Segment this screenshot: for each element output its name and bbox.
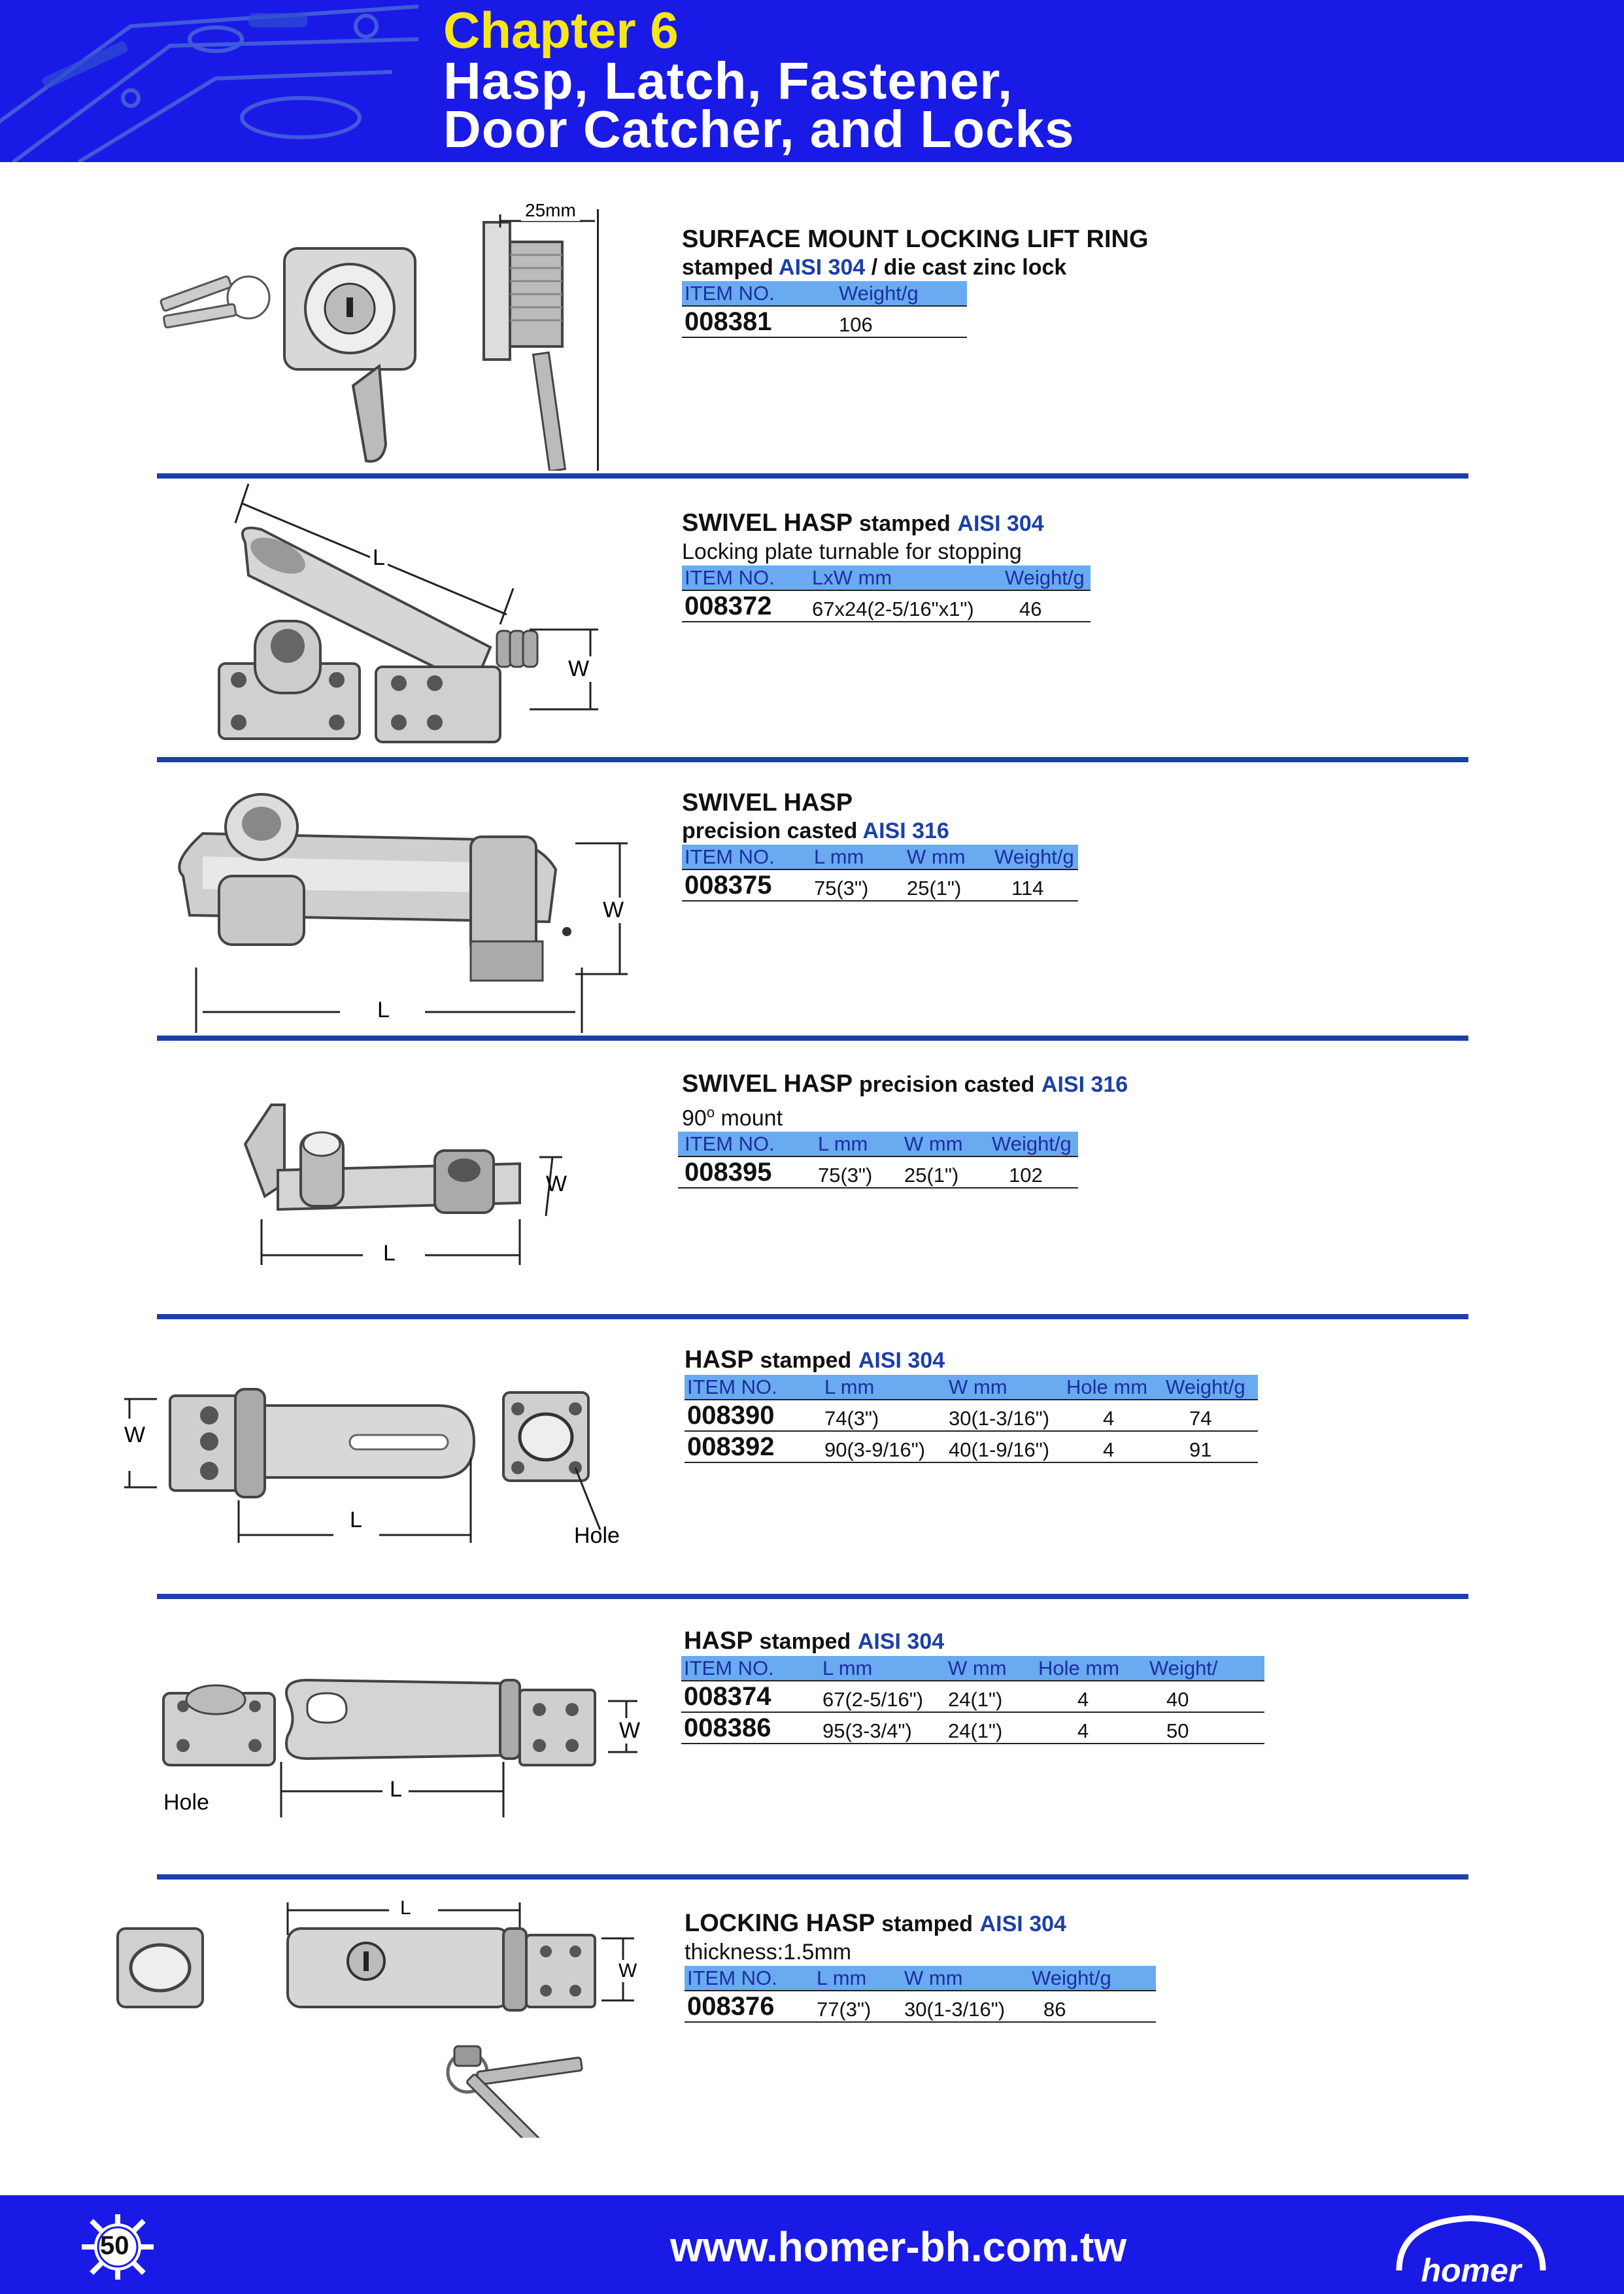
dimension-line (597, 209, 599, 471)
product-title: HASP stamped AISI 304 (684, 1627, 945, 1655)
dimension-label-l: L (400, 1897, 411, 1919)
spec-table (682, 281, 967, 338)
dimension-label-l: L (390, 1777, 402, 1802)
product-008376 (685, 1909, 1156, 2023)
swivel-hasp-90-mount-image (232, 1092, 572, 1268)
table-row: 008395 75(3") 25(1") 102 (678, 1156, 1078, 1188)
product-008375 (682, 788, 1078, 902)
dimension-label-w: W (546, 1172, 567, 1196)
svg-text:homer: homer (1421, 2252, 1521, 2289)
section-divider (157, 1314, 1468, 1319)
dimension-label-w: W (566, 656, 592, 682)
swivel-hasp-stamped-image (209, 484, 608, 745)
dimension-label-w: W (124, 1423, 146, 1447)
product-008374-008386 (684, 1627, 1264, 1744)
product-subtitle: Locking plate turnable for stopping (682, 539, 1022, 564)
chapter-number: Chapter 6 (443, 1, 679, 59)
section-divider (157, 1036, 1468, 1041)
table-row: 008372 67x24(2-5/16"x1") 46 (682, 590, 1091, 622)
key-icon (448, 2046, 583, 2138)
product-subtitle: precision casted AISI 316 (682, 818, 949, 843)
dimension-label-w: W (617, 1718, 643, 1744)
hasp-008390-image (118, 1379, 628, 1549)
product-title: SWIVEL HASP stamped AISI 304 (682, 509, 1044, 537)
spec-table: ITEM NO. L mm W mm Weight/g 008395 75(3") 25(1") 102 (678, 1132, 1078, 1189)
chapter-title-line1: Hasp, Latch, Fastener, (443, 52, 1013, 110)
product-title: HASP stamped AISI 304 (685, 1346, 945, 1374)
table-row: 008374 67(2-5/16") 24(1") 4 40 (681, 1681, 1264, 1712)
header-background-hardware-art (0, 0, 418, 162)
section-divider (157, 1594, 1468, 1599)
table-row: 008390 74(3") 30(1-3/16") 4 74 (685, 1400, 1258, 1431)
dimension-label-25mm: 25mm (521, 200, 580, 221)
table-row: 008386 95(3-3/4") 24(1") 4 50 (681, 1712, 1264, 1744)
homer-logo (1386, 2208, 1556, 2290)
spec-table: ITEM NO. LxW mm Weight/g 008372 67x24(2-5/16"x1") 46 (682, 565, 1091, 622)
product-subtitle: stamped AISI 304 / die cast zinc lock (682, 255, 1067, 280)
column-header: Weight/g (836, 281, 967, 306)
swivel-hasp-cast-316-image (163, 784, 641, 1039)
product-title: LOCKING HASP stamped AISI 304 (685, 1910, 1066, 1937)
spec-table: ITEM NO. L mm W mm Weight/g 008376 77(3") 30(1-3/16") 86 (685, 1966, 1156, 2023)
chapter-title-line2: Door Catcher, and Locks (443, 100, 1075, 158)
spec-table: ITEM NO. L mm W mm Hole mm Weight/ 008374 67(2-5/16") 24(1") 4 40 008386 95(3-3/4") 24(1") 4 50 (681, 1656, 1264, 1744)
table-row: 008375 75(3") 25(1") 114 (682, 869, 1078, 901)
column-header: ITEM NO. (682, 281, 836, 306)
table-row: 008376 77(3") 30(1-3/16") 86 (685, 1991, 1156, 2022)
lift-ring-product-image (150, 196, 634, 471)
dimension-label-l: L (370, 545, 388, 571)
product-title: SWIVEL HASP (682, 789, 853, 817)
table-row: 008381 106 (682, 306, 967, 337)
key-icon (160, 276, 269, 328)
dimension-label-l: L (383, 1241, 396, 1266)
section-divider (157, 757, 1468, 762)
section-divider (157, 473, 1468, 479)
product-subtitle: 90$^o$ mount (682, 1104, 783, 1131)
product-008390-008392 (685, 1345, 1258, 1463)
product-008381 (682, 225, 1149, 338)
spec-table: ITEM NO. L mm W mm Weight/g 008375 75(3") 25(1") 114 (682, 845, 1078, 902)
dimension-label-w: W (600, 898, 626, 923)
spec-table: ITEM NO. L mm W mm Hole mm Weight/g 008390 74(3") 30(1-3/16") 4 74 008392 90(3-9/16") 40(1-9/16") 4 91 (685, 1375, 1258, 1463)
page-number: 50 (100, 2231, 129, 2260)
product-008395 (682, 1070, 1128, 1189)
product-title: SURFACE MOUNT LOCKING LIFT RING (682, 226, 1149, 253)
website-url[interactable]: www.homer-bh.com.tw (670, 2223, 1127, 2270)
dimension-label-hole: Hole (574, 1523, 620, 1548)
product-subtitle: thickness:1.5mm (685, 1940, 852, 1965)
locking-hasp-image (111, 1896, 647, 2138)
dimension-label-l: L (377, 998, 390, 1022)
product-title: SWIVEL HASP precision casted AISI 316 (682, 1070, 1128, 1098)
product-008372 (682, 509, 1091, 622)
table-row: 008392 90(3-9/16") 40(1-9/16") 4 91 (685, 1431, 1258, 1462)
chapter-header (0, 0, 1624, 162)
dimension-label-l: L (350, 1508, 362, 1532)
dimension-label-w: W (616, 1960, 639, 1982)
dimension-label-hole: Hole (163, 1790, 209, 1815)
section-divider (157, 1874, 1468, 1880)
page-footer (0, 2195, 1624, 2294)
